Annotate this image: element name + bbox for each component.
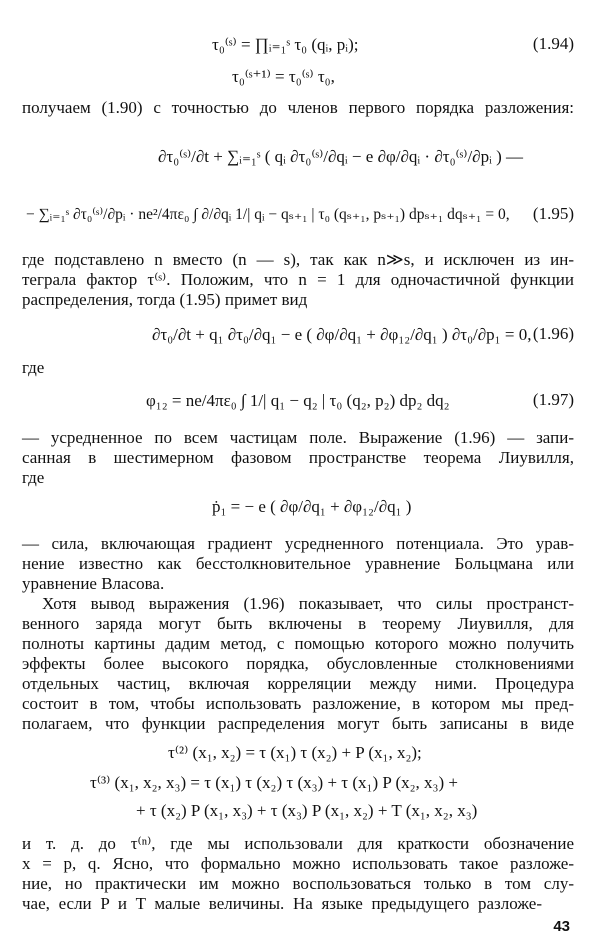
paragraph-line: санная в шестимерном фазовом пространстве теорема Лиувилля,: [22, 448, 574, 467]
paragraph-line: ние, но практически им можно воспользоваться только в том слу-: [22, 874, 574, 893]
equation-1-95-line1: ∂τ₀⁽ˢ⁾/∂t + ∑ᵢ₌₁ˢ ( qᵢ ∂τ₀⁽ˢ⁾/∂qᵢ − e ∂φ/∂qᵢ · ∂τ₀⁽ˢ⁾/∂pᵢ ) —: [158, 147, 524, 166]
paragraph-line: полноты картины дадим метод, с помощью которого можно получить: [22, 634, 574, 653]
equation-number-1-97: (1.97): [532, 390, 574, 409]
equation-number-1-96: (1.96): [532, 324, 574, 343]
word-where: где: [22, 358, 45, 377]
equation-number-1-95: (1.95): [532, 204, 574, 223]
paragraph-line: теграла фактор τ⁽ˢ⁾. Положим, что n = 1 для одночастичной функции: [22, 270, 574, 289]
equation-force: ṗ₁ = − e ( ∂φ/∂q₁ + ∂φ₁₂/∂q₁ ): [212, 497, 412, 516]
paragraph-line: нение известно как бесстолкновительное уравнение Больцмана или: [22, 554, 574, 573]
equation-1-96: ∂τ₀/∂t + q₁ ∂τ₀/∂q₁ − e ( ∂φ/∂q₁ + ∂φ₁₂/∂q₁ ) ∂τ₀/∂p₁ = 0,: [152, 325, 532, 344]
equation-1-97: φ₁₂ = ne/4πε₀ ∫ 1/| q₁ − q₂ | τ₀ (q₂, p₂) dp₂ dq₂: [146, 391, 450, 410]
equation-1-94-line1: τ₀⁽ˢ⁾ = ∏ᵢ₌₁ˢ τ₀ (qᵢ, pᵢ);: [212, 35, 359, 54]
paragraph-line: отдельных частиц, включая корреляции между ними. Процедура: [22, 674, 574, 693]
paragraph-line: полагаем, что функции распределения могут быть записаны в виде: [22, 714, 574, 733]
page-number: 43: [553, 918, 570, 935]
paragraph-line: получаем (1.90) с точностью до членов первого порядка разложения:: [22, 98, 574, 117]
paragraph-line: x = p, q. Ясно, что формально можно использовать такое разложе-: [22, 854, 574, 873]
equation-1-94-line2: τ₀⁽ˢ⁺¹⁾ = τ₀⁽ˢ⁾ τ₀,: [232, 67, 335, 86]
paragraph-line: распределения, тогда (1.95) примет вид: [22, 290, 308, 309]
equation-expansion-line3: + τ (x₂) P (x₁, x₃) + τ (x₃) P (x₁, x₂) + T (x₁, x₂, x₃): [136, 801, 478, 820]
paragraph-line: состоит в том, чтобы использовать разложение, в котором мы пред-: [22, 694, 574, 713]
equation-expansion-line1: τ⁽²⁾ (x₁, x₂) = τ (x₁) τ (x₂) + P (x₁, x₂);: [168, 743, 422, 762]
paragraph-line: — усредненное по всем частицам поле. Выражение (1.96) — запи-: [22, 428, 574, 447]
paragraph-line: где подставлено n вместо (n — s), так как n≫s, и исключен из ин-: [22, 250, 574, 269]
paragraph-line: — сила, включающая градиент усредненного потенциала. Это урав-: [22, 534, 574, 553]
paragraph-line: эффекты более высокого порядка, обусловленные столкновениями: [22, 654, 574, 673]
paragraph-line: где: [22, 468, 45, 487]
equation-number-1-94: (1.94): [532, 34, 574, 53]
paragraph-line: чае, если P и T малые величины. На языке предыдущего разложе-: [22, 894, 542, 913]
paragraph-line: венного заряда могут быть включены в теорему Лиувилля, для: [22, 614, 574, 633]
equation-expansion-line2: τ⁽³⁾ (x₁, x₂, x₃) = τ (x₁) τ (x₂) τ (x₃) + τ (x₁) P (x₂, x₃) +: [90, 773, 458, 792]
paragraph-line: Хотя вывод выражения (1.96) показывает, что силы пространст-: [42, 594, 574, 613]
paragraph-line: уравнение Власова.: [22, 574, 165, 593]
paragraph-line: и т. д. до τ⁽ⁿ⁾, где мы использовали для краткости обозначение: [22, 834, 574, 853]
equation-1-95-line2: − ∑ᵢ₌₁ˢ ∂τ₀⁽ˢ⁾/∂pᵢ · ne²/4πε₀ ∫ ∂/∂qᵢ 1/| qᵢ − qₛ₊₁ | τ₀ (qₛ₊₁, pₛ₊₁) dpₛ₊₁ dqₛ₊₁ = 0,: [26, 206, 510, 223]
